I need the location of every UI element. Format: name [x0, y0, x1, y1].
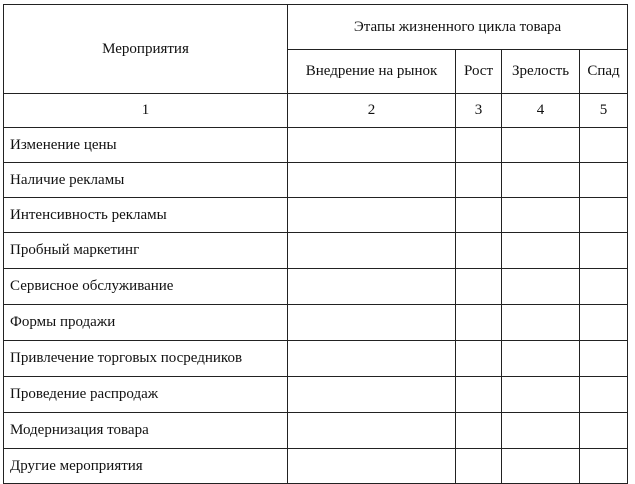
header-stage-growth: Рост: [456, 50, 502, 94]
empty-cell: [456, 377, 502, 413]
empty-cell: [580, 128, 628, 163]
empty-cell: [288, 305, 456, 341]
table-row: [4, 163, 628, 198]
empty-cell: [580, 163, 628, 198]
empty-cell: [456, 233, 502, 269]
header-row: [4, 5, 628, 50]
empty-cell: [502, 377, 580, 413]
table-row: [4, 341, 628, 377]
row-label: Проведение распродаж: [4, 377, 288, 413]
table-row: [4, 233, 628, 269]
table-row: [4, 128, 628, 163]
empty-cell: [502, 233, 580, 269]
column-number: 2: [288, 94, 456, 128]
empty-cell: [580, 449, 628, 484]
empty-cell: [456, 413, 502, 449]
table-row: [4, 449, 628, 484]
row-label: Другие мероприятия: [4, 449, 288, 484]
lifecycle-table: [3, 4, 628, 484]
header-stage-introduction: Внедрение на рынок: [288, 50, 456, 94]
empty-cell: [580, 198, 628, 233]
empty-cell: [580, 233, 628, 269]
row-label: Модернизация товара: [4, 413, 288, 449]
empty-cell: [502, 413, 580, 449]
empty-cell: [456, 449, 502, 484]
row-label: Формы продажи: [4, 305, 288, 341]
header-stages-title: Этапы жизненного цикла товара: [288, 5, 628, 50]
row-label: Привлечение торговых посредников: [4, 341, 288, 377]
empty-cell: [288, 198, 456, 233]
empty-cell: [580, 413, 628, 449]
table-row: [4, 377, 628, 413]
column-number: 5: [580, 94, 628, 128]
empty-cell: [456, 305, 502, 341]
table-row: [4, 305, 628, 341]
column-number: 4: [502, 94, 580, 128]
row-label: Пробный маркетинг: [4, 233, 288, 269]
empty-cell: [502, 198, 580, 233]
table-row: [4, 413, 628, 449]
empty-cell: [580, 269, 628, 305]
column-number: 1: [4, 94, 288, 128]
empty-cell: [580, 341, 628, 377]
empty-cell: [456, 341, 502, 377]
empty-cell: [288, 163, 456, 198]
row-label: Наличие рекламы: [4, 163, 288, 198]
empty-cell: [288, 269, 456, 305]
empty-cell: [456, 163, 502, 198]
empty-cell: [456, 269, 502, 305]
empty-cell: [580, 305, 628, 341]
empty-cell: [288, 413, 456, 449]
empty-cell: [288, 449, 456, 484]
empty-cell: [456, 198, 502, 233]
table-row: [4, 269, 628, 305]
header-activities: Мероприятия: [4, 5, 288, 94]
empty-cell: [502, 305, 580, 341]
column-number-row: [4, 94, 628, 128]
header-stage-maturity: Зрелость: [502, 50, 580, 94]
row-label: Изменение цены: [4, 128, 288, 163]
empty-cell: [580, 377, 628, 413]
empty-cell: [288, 128, 456, 163]
row-label: Интенсивность рекламы: [4, 198, 288, 233]
empty-cell: [288, 233, 456, 269]
empty-cell: [502, 163, 580, 198]
empty-cell: [502, 449, 580, 484]
empty-cell: [288, 377, 456, 413]
empty-cell: [502, 341, 580, 377]
empty-cell: [502, 128, 580, 163]
table-row: [4, 198, 628, 233]
row-label: Сервисное обслуживание: [4, 269, 288, 305]
header-stage-decline: Спад: [580, 50, 628, 94]
empty-cell: [288, 341, 456, 377]
column-number: 3: [456, 94, 502, 128]
empty-cell: [502, 269, 580, 305]
empty-cell: [456, 128, 502, 163]
